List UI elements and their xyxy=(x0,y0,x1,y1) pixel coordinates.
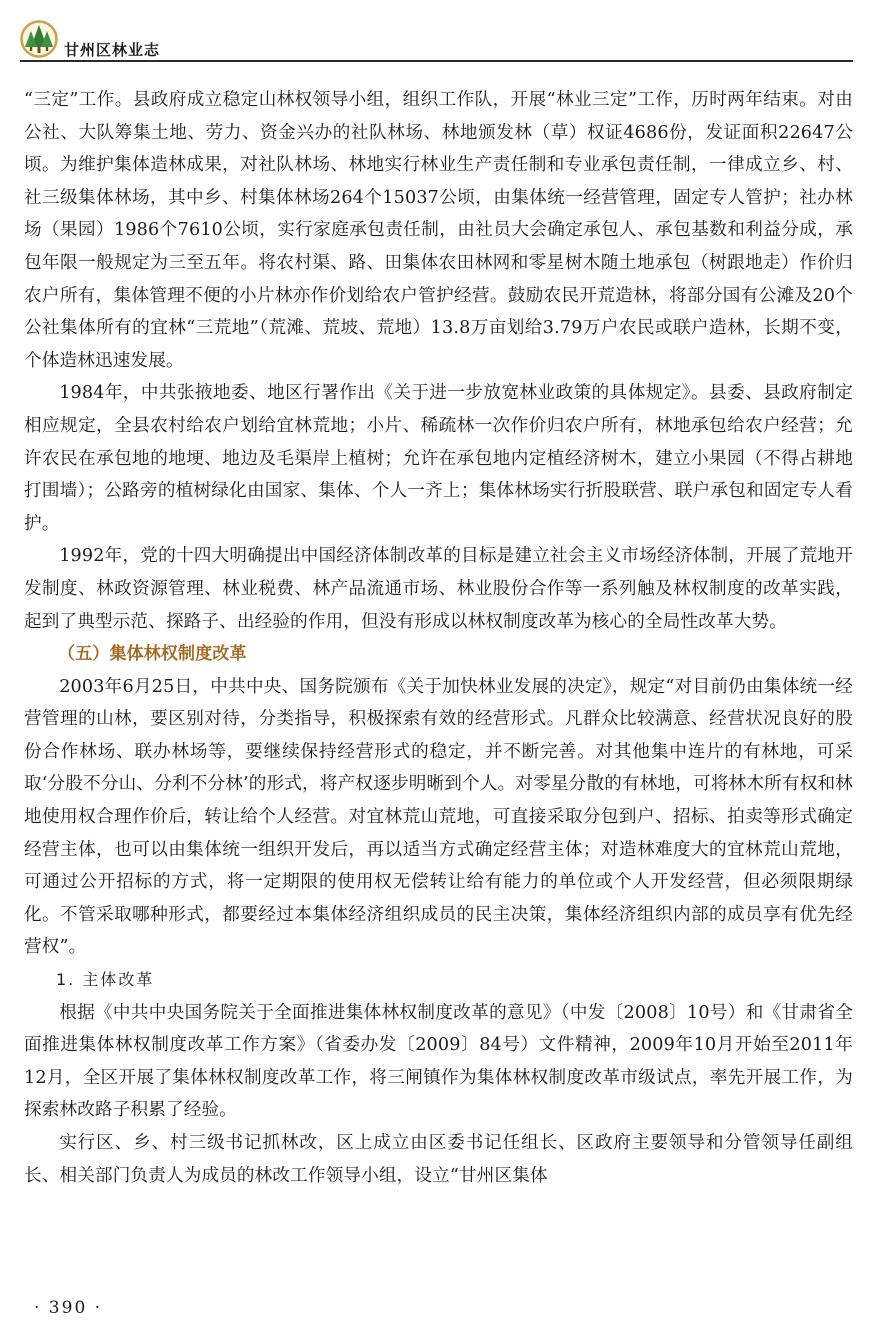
page-body xyxy=(24,84,853,1192)
sub-heading: 1. 主体改革 xyxy=(56,970,155,990)
book-title: 甘州区林业志 xyxy=(64,41,161,59)
forest-trees-logo-icon xyxy=(20,20,58,58)
paragraph-leadership: 实行区、乡、村三级书记抓林改，区上成立由区委书记任组长、区政府主要领导和分管领导任副组长、相关部门负责人为成员的林改工作领导小组，设立“甘州区集体 xyxy=(24,1133,853,1186)
paragraph-1984-policy: 1984年，中共张掖地委、地区行署作出《关于进一步放宽林业政策的具体规定》。县委、县政府制定相应规定，全县农村给农户划给宜林荒地；小片、稀疏林一次作价归农户所有，林地承包给农户经营；允许农民在承包地的地埂、地边及毛渠岸上植树；允许在承包地内定植经济树木，建立小果园（不得占耕地打围墙）；公路旁的植树绿化由国家、集体、个人一齐上；集体林场实行折股联营、联户承包和固定专人看护。 xyxy=(24,383,853,534)
section-heading: （五）集体林权制度改革 xyxy=(58,644,247,665)
paragraph-2003-decision: 2003年6月25日，中共中央、国务院颁布《关于加快林业发展的决定》，规定“对目前仍由集体统一经营管理的山林，要区别对待，分类指导，积极探索有效的经营形式。凡群众比较满意、经营状况良好的股份合作林场、联办林场等，要继续保持经营形式的稳定，并不断完善。对其他集中连片的有林地，可采取‘分股不分山、分利不分林’的形式，将产权逐步明晰到个人。对零星分散的有林地，可将林木所有权和林地使用权合理作价后，转让给个人经营。对宜林荒山荒地，可直接采取分包到户、招标、拍卖等形式确定经营主体，也可以由集体统一组织开发后，再以适当方式确定经营主体；对造林难度大的宜林荒山荒地，可通过公开招标的方式，将一定期限的使用权无偿转让给有能力的单位或个人开发经营，但必须限期绿化。不管采取哪种形式，都要经过本集体经济组织成员的民主决策，集体经济组织内部的成员享有优先经营权”。 xyxy=(24,676,853,958)
page-header xyxy=(20,20,853,62)
page-number: · 390 · xyxy=(34,1298,103,1318)
paragraph-1992-reform: 1992年，党的十四大明确提出中国经济体制改革的目标是建立社会主义市场经济体制，开展了荒地开发制度、林政资源管理、林业税费、林产品流通市场、林业股份合作等一系列触及林权制度的改革实践，起到了典型示范、探路子、出经验的作用，但没有形成以林权制度改革为核心的全局性改革大势。 xyxy=(24,546,853,632)
paragraph-2009-reform: 根据《中共中央国务院关于全面推进集体林权制度改革的意见》（中发〔2008〕10号）和《甘肃省全面推进集体林权制度改革工作方案》（省委办发〔2009〕84号）文件精神，2009年10月开始至2011年12月，全区开展了集体林权制度改革工作，将三闸镇作为集体林权制度改革市级试点，率先开展工作，为探索林改路子积累了经验。 xyxy=(24,1002,853,1121)
paragraph-continued: “三定”工作。县政府成立稳定山林权领导小组，组织工作队，开展“林业三定”工作，历时两年结束。对由公社、大队筹集土地、劳力、资金兴办的社队林场、林地颁发林（草）权证4686份，发证面积22647公顷。为维护集体造林成果，对社队林场、林地实行林业生产责任制和专业承包责任制，一律成立乡、村、社三级集体林场，其中乡、村集体林场264个15037公顷，由集体统一经营管理，固定专人管护；社办林场（果园）1986个7610公顷，实行家庭承包责任制，由社员大会确定承包人、承包基数和利益分成，承包年限一般规定为三至五年。将农村渠、路、田集体农田林网和零星树木随土地承包（树跟地走）作价归农户所有，集体管理不便的小片林亦作价划给农户管护经营。鼓励农民开荒造林，将部分国有公滩及20个公社集体所有的宜林“三荒地”（荒滩、荒坡、荒地）13.8万亩划给3.79万户农民或联户造林，长期不变，个体造林迅速发展。 xyxy=(24,90,853,371)
header-divider xyxy=(20,60,853,62)
